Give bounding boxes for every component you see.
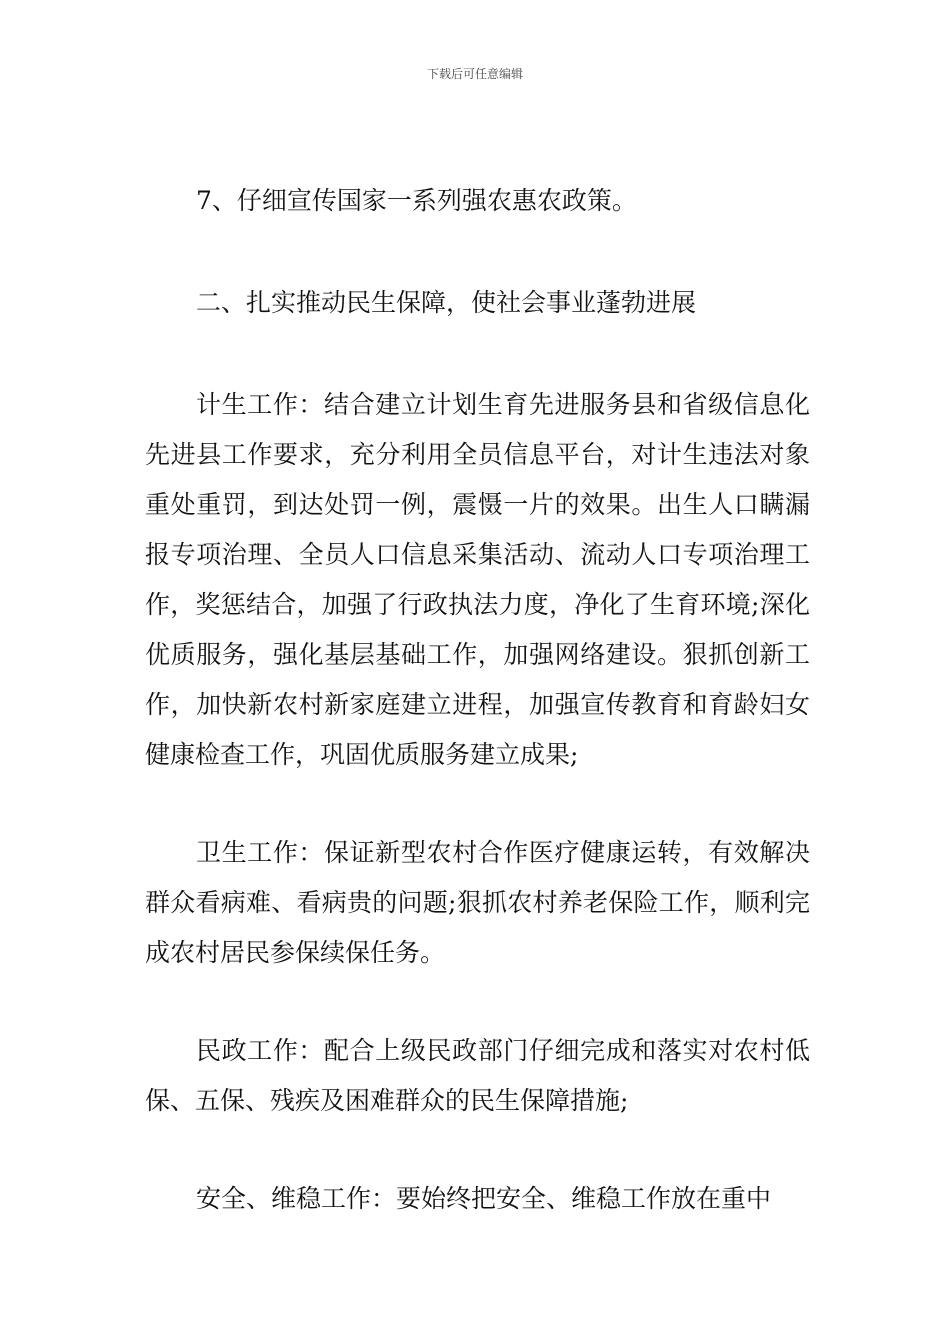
paragraph-item-7: 7、仔细宣传国家一系列强农惠农政策。	[196, 186, 637, 215]
paragraph-family-planning: 计生工作：结合建立计划生育先进服务县和省级信息化先进县工作要求，充分利用全员信息平台，对计生违法对象重处重罚，到达处罚一例，震慑一片的效果。出生人口瞒漏报专项治理、全员人口信息采集活动、流动人口专项治理工作，奖惩结合，加强了行政执法力度，净化了生育环境;深化优质服务，强化基层基础工作，加强网络建设。狠抓创新工作，加快新农村新家庭建立进程，加强宣传教育和育龄妇女健康检查工作，巩固优质服务建立成果;	[145, 390, 810, 769]
document-body	[145, 176, 810, 1224]
paragraph-health: 卫生工作：保证新型农村合作医疗健康运转，有效解决群众看病难、看病贵的问题;狠抓农村养老保险工作，顺利完成农村居民参保续保任务。	[145, 838, 810, 967]
paragraph-civil-affairs: 民政工作：配合上级民政部门仔细完成和落实对农村低保、五保、残疾及困难群众的民生保障措施;	[145, 1036, 810, 1115]
paragraph-safety: 安全、维稳工作：要始终把安全、维稳工作放在重中	[196, 1184, 772, 1213]
section-heading: 二、扎实推动民生保障，使社会事业蓬勃进展	[196, 288, 697, 317]
page-header: 下载后可任意编辑	[426, 67, 523, 81]
